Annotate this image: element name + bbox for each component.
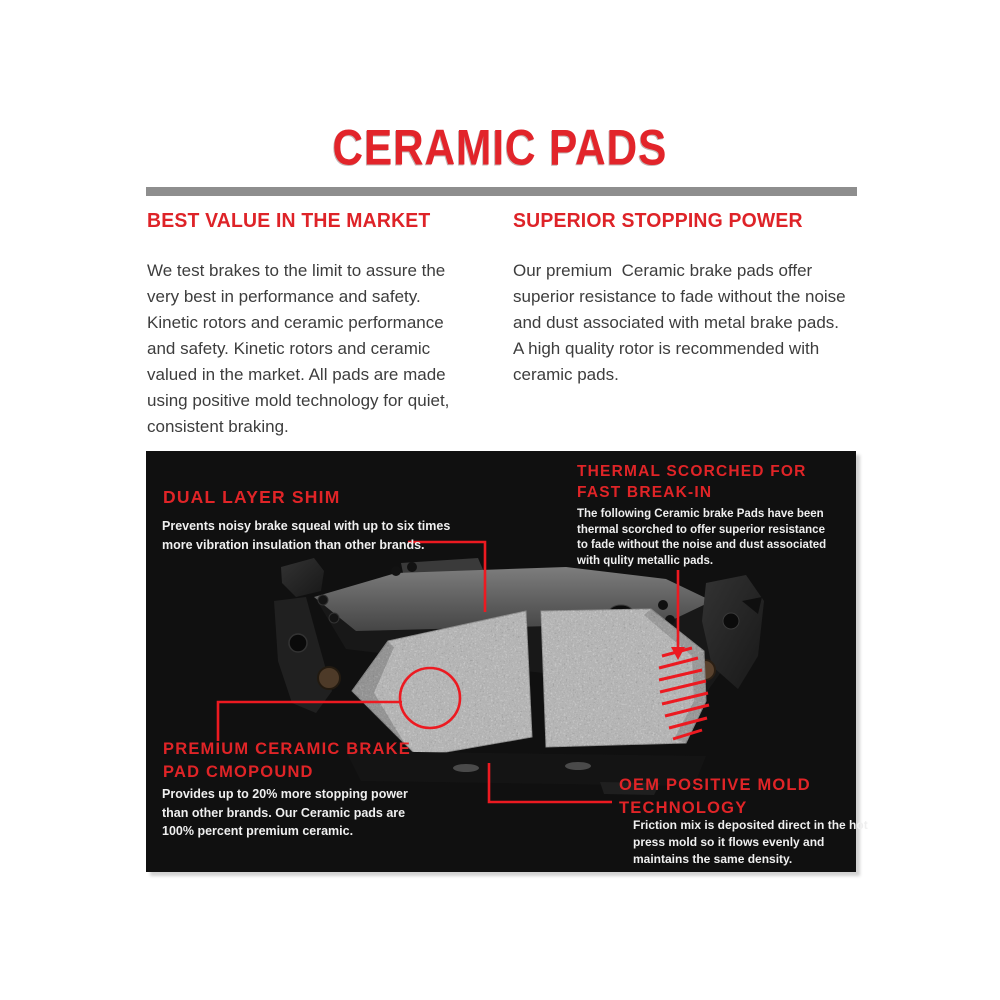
intro-left-column	[147, 210, 477, 440]
right-heading: SUPERIOR STOPPING POWER	[513, 210, 803, 232]
right-paragraph: Our premium Ceramic brake pads offer superior resistance to fade without the noise and dust associated with metal brake pads. A high quality rotor is recommended with ceramic pads.	[513, 261, 846, 384]
dual-layer-shim-text: Prevents noisy brake squeal with up to six times more vibration insulation than other brands.	[162, 519, 451, 552]
premium-compound-heading: PREMIUM CERAMIC BRAKE PAD CMOPOUND	[163, 740, 411, 781]
left-paragraph: We test brakes to the limit to assure the very best in performance and safety. Kinetic rotors and ceramic performance and safety. Kinetic rotors and ceramic valued in the market. All pads are made using positive mold technology for quiet, consistent braking.	[147, 261, 450, 436]
intro-right-column	[513, 210, 863, 388]
oem-positive-mold-heading: OEM POSITIVE MOLD TECHNOLOGY	[619, 776, 811, 817]
product-panel	[146, 451, 868, 872]
dual-layer-shim-heading: DUAL LAYER SHIM	[163, 487, 341, 507]
thermal-scorched-text: The following Ceramic brake Pads have been thermal scorched to offer superior resistance to fade without the noise and dust associated with qulity metallic pads.	[577, 508, 827, 567]
left-heading: BEST VALUE IN THE MARKET	[147, 210, 431, 232]
thermal-scorched-heading: THERMAL SCORCHED FOR FAST BREAK-IN	[577, 463, 807, 501]
divider-bar	[146, 187, 857, 196]
page-title: CERAMIC PADS	[332, 118, 668, 176]
oem-positive-mold-text: Friction mix is deposited direct in the hot press mold so it flows evenly and maintains the same density.	[633, 818, 868, 866]
premium-compound-text: Provides up to 20% more stopping power than other brands. Our Ceramic pads are 100% percent premium ceramic.	[162, 787, 408, 838]
